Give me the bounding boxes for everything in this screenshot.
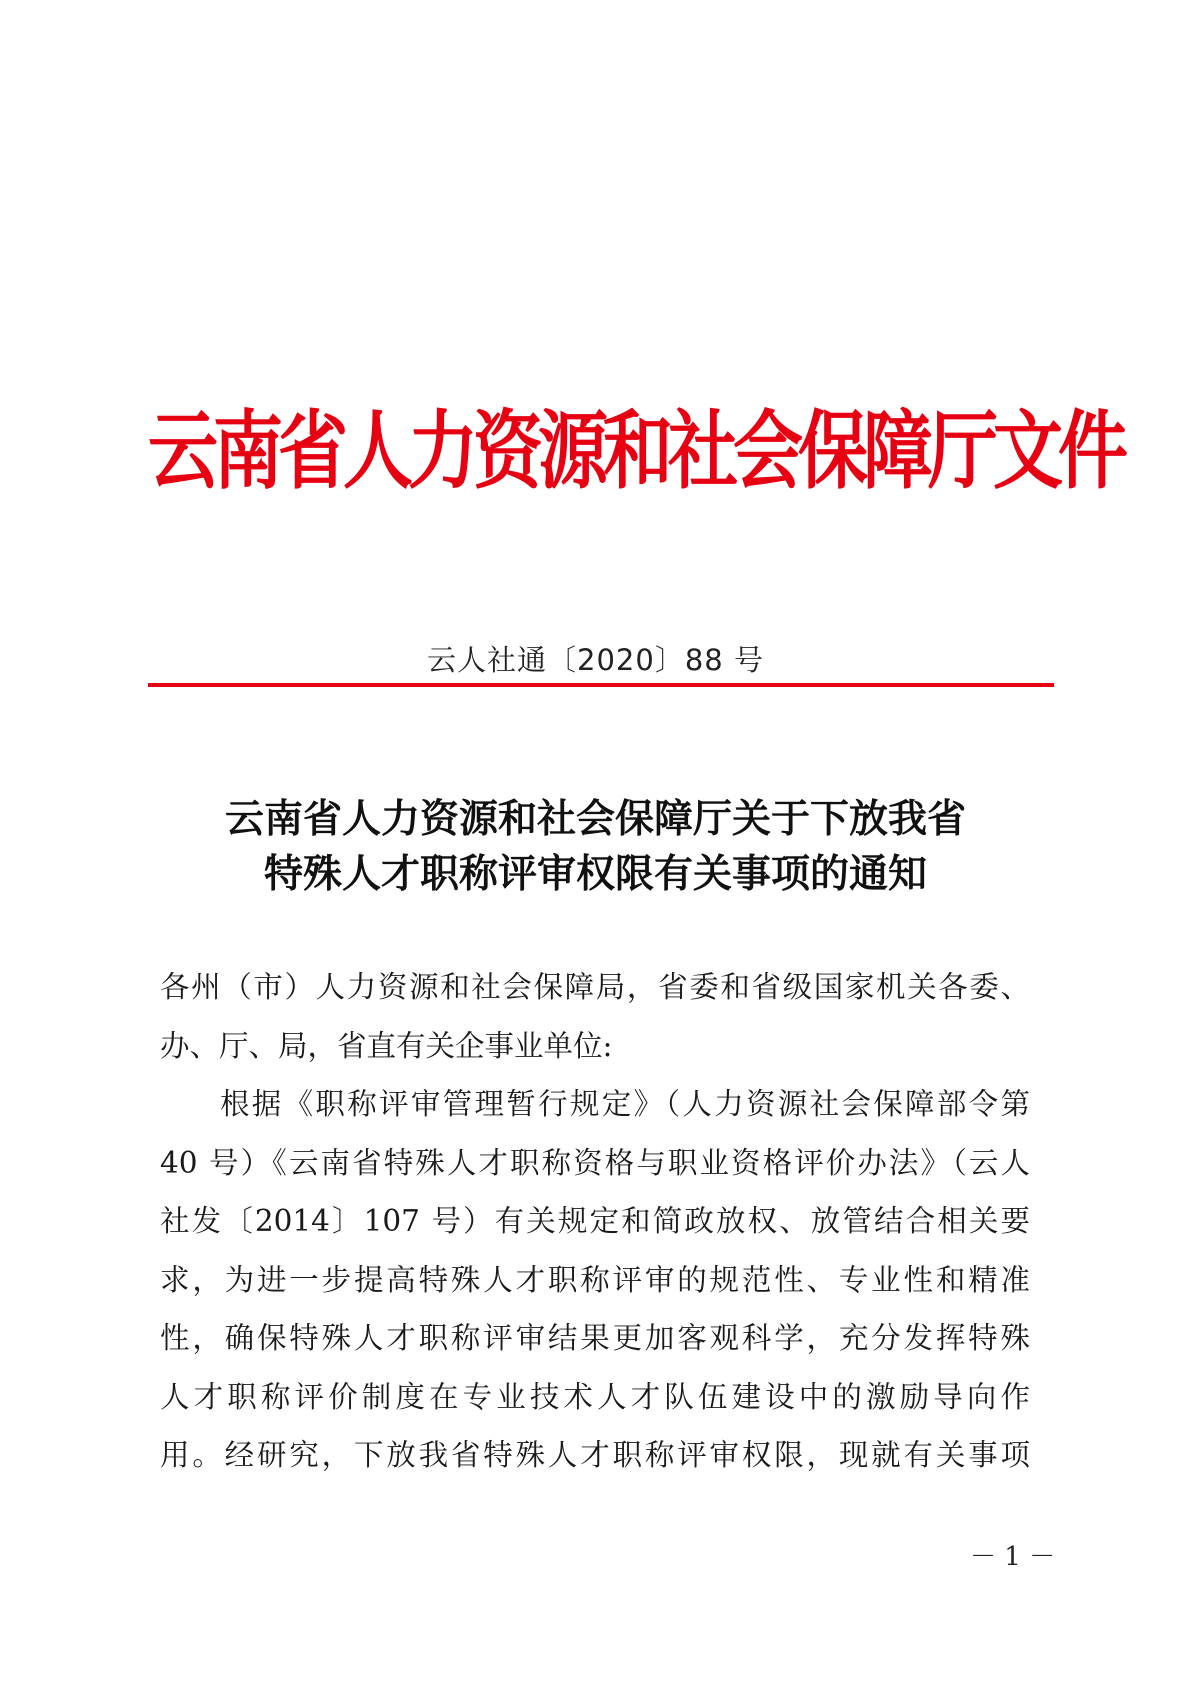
body-line-6: 求，为进一步提高特殊人才职称评审的规范性、专业性和精准 <box>160 1262 1030 1297</box>
document-number: 云人社通〔2020〕88 号 <box>427 643 764 677</box>
body-line-4: 40 号）《云南省特殊人才职称资格与职业资格评价办法》（云人 <box>160 1145 1030 1180</box>
red-divider-line <box>148 683 1054 687</box>
page-number: － 1 － <box>970 1542 1056 1572</box>
body-line-9: 用。经研究，下放我省特殊人才职称评审权限，现就有关事项 <box>160 1438 1030 1472</box>
notice-title <box>148 792 1043 902</box>
body-line-8: 人才职称评价制度在专业技术人才队伍建设中的激励导向作 <box>160 1379 1030 1414</box>
body-line-1: 各州（市）人力资源和社会保障局，省委和省级国家机关各委、 <box>160 970 1030 1004</box>
body-line-3: 根据《职称评审管理暂行规定》（人力资源社会保障部令第 <box>220 1087 1030 1121</box>
body-line-2: 办、厅、局，省直有关企事业单位: <box>160 1028 613 1063</box>
notice-title-line-2: 特殊人才职称评审权限有关事项的通知 <box>263 851 927 897</box>
masthead-title: 云南省人力资源和社会保障厅文件 <box>148 399 1123 502</box>
body-line-5: 社发〔2014〕107 号）有关规定和简政放权、放管结合相关要 <box>160 1204 1030 1238</box>
body-line-7: 性，确保特殊人才职称评审结果更加客观科学，充分发挥特殊 <box>160 1321 1030 1355</box>
notice-title-line-1: 云南省人力资源和社会保障厅关于下放我省 <box>224 796 966 842</box>
body-text <box>160 958 1030 1485</box>
